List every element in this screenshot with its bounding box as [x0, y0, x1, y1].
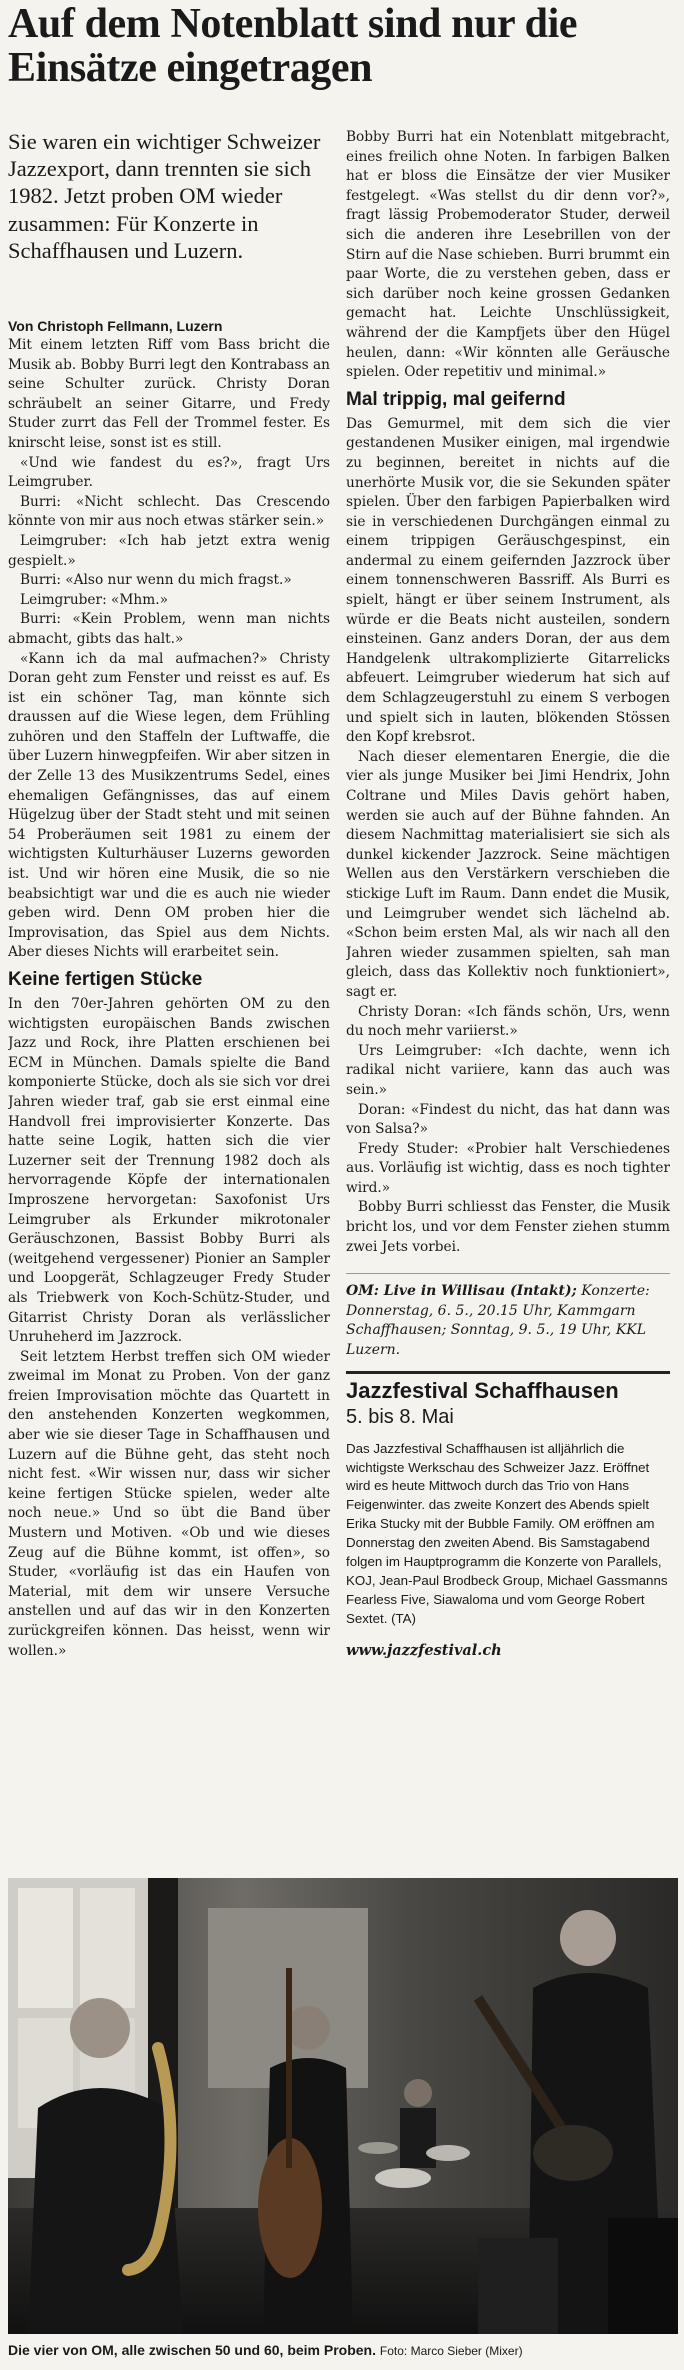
- paragraph: Christy Doran: «Ich fänds schön, Urs, wenn du noch mehr variierst.»: [346, 1003, 670, 1040]
- paragraph: Burri: «Also nur wenn du mich fragst.»: [20, 572, 292, 589]
- paragraph: Leimgruber: «Ich hab jetzt extra wenig gespielt.»: [8, 532, 330, 569]
- paragraph: «Und wie fandest du es?», fragt Urs Leimgruber.: [8, 454, 330, 491]
- festival-dates: 5. bis 8. Mai: [346, 1405, 454, 1428]
- paragraph: In den 70er-Jahren gehörten OM zu den wichtigsten europäischen Bands zwischen Jazz und Rock, ihre Platten erschienen bei ECM in München. Damals spielte die Band komponierte Stücke, doch als sie sich vor drei Jahren wieder traf, gab sie erst einmal eine Handvoll frei improvisierter Konzerte. Das hatte seine Logik, hatten sich die vier Luzerner seit der Trennung 1982 doch als hervorragende Köpfe der internationalen Improszene hervorgetan: Saxofonist Urs Leimgruber als Erkunder mikrotonaler Geräuschzonen, Bassist Bobby Burri als (weitgehend vergessener) Pionier an Sampler und Loopgerät, Schlagzeuger Fredy Studer als Triebwerk von Koch-Schütz-Studer, und Gitarrist Christy Doran als verlässlicher Unruheherd im Jazzrock.: [8, 996, 330, 1346]
- festival-text: Das Jazzfestival Schaffhausen ist alljährlich die wichtigste Werkschau des Schweizer Jazz. Eröffnet wird es heute Mittwoch durch das Trio von Hans Feigenwinter. das zweite Konzert des Abends spielt Erika Stucky mit der Bubble Family. OM eröffnen am Donnerstag den zweiten Abend. Bis Samstagabend folgen im Hauptprogramm die Konzerte von Parallels, KOJ, Jean-Paul Brodbeck Group, Michael Gassmanns Fearless Five, Siawaloma und vom George Robert Sextet. (TA): [346, 1440, 668, 1626]
- byline: Von Christoph Fellmann, Luzern: [8, 318, 223, 334]
- paragraph: Bobby Burri schliesst das Fenster, die Musik bricht los, und vor dem Fenster ziehen stumm zwei Jets vorbei.: [346, 1199, 670, 1255]
- paragraph: Doran: «Findest du nicht, das hat dann was von Salsa?»: [346, 1101, 670, 1138]
- paragraph: Seit letztem Herbst treffen sich OM wieder zweimal im Monat zu Proben. Von der ganz freien Improvisation möchte das Quartett in den anstehenden Konzerten wegkommen, aber wie sie dieser Tage in Schaffhausen und Luzern auf die Bühne geht, das steht noch nicht fest. «Wir wissen nur, dass wir sicher keine fertigen Stücke spielen, weder alte noch neue.» Und so übt die Band über Mustern und Motiven. «Ob und wie dieses Zeug auf die Bühne kommt, ist offen», so Studer, «vorläufig ist das ein Haufen von Material, mit dem wir unsere Versuche anstellen und auf das wir in den Konzerten zurückgreifen können. Das heisst, wenn wir wollen.»: [8, 1348, 330, 1659]
- concert-info-lead: OM: Live in Willisau (Intakt);: [346, 1283, 577, 1300]
- paragraph: Urs Leimgruber: «Ich dachte, wenn ich radikal nicht variiere, kann das auch was sein.»: [346, 1042, 670, 1098]
- festival-box: [346, 1371, 670, 1661]
- paragraph: Bobby Burri hat ein Notenblatt mitgebracht, eines freilich ohne Noten. In farbigen Balken hat er bloss die Einsätze der vier Musiker festgelegt. «Was stellst du dir denn vor?», fragt lässig Probemoderator Studer, derweil sich die anderen ihre Lesebrillen von der Stirn auf die Nase schieben. Burri brummt ein paar Worte, die zu verstehen geben, dass er sich darüber noch keine grossen Gedanken gemacht hat. Leichte Unschlüssigkeit, während der die Kampfjets über den Hügel heulen, dann: «Wir könnten alle Geräusche spielen. Oder repetitiv und minimal.»: [346, 129, 670, 381]
- paragraph: Das Gemurmel, mit dem sich die vier gestandenen Musiker einigen, mal irgendwie zu beginnen, bereitet in nichts auf die unerhörte Musik vor, die sie Sekunden später spielen. Über den farbigen Papierbalken wird sie in verschiedenen Durchgängen einmal zu einem trippigen Geräuschgespinst, ein andermal zu einem geifernden Jazzrock über einem tonnenschweren Bassriff. Als Burri es spielt, hängt er über seinem Instrument, als würde er die Beats nicht austeilen, sondern einsteinen. Ganz anders Doran, der aus dem Handgelenk ultrakomplizierte Gitarrelicks abfeuert. Leimgruber wiederum hat sich auf dem Schlagzeugerstuhl zu einem S verbogen und spielt sich in lauten, blökenden Stössen den Kopf krebsrot.: [346, 415, 670, 746]
- article-column-left: [8, 316, 330, 1861]
- band-photo: [8, 1878, 678, 2334]
- photo-caption: [8, 2338, 678, 2363]
- concert-info-text: Konzerte: Donnerstag, 6. 5., 20.15 Uhr, Kammgarn Schaffhausen; Sonntag, 9. 5., 19 Uhr, KKL Luzern.: [346, 1283, 650, 1359]
- headline: Auf dem Notenblatt sind nur die Einsätze eingetragen: [8, 1, 578, 91]
- photo-credit: Foto: Marco Sieber (Mixer): [379, 2344, 523, 2358]
- concert-info: [346, 1273, 670, 1360]
- lead-paragraph: Sie waren ein wichtiger Schweizer Jazzexport, dann trennten sie sich 1982. Jetzt proben OM wieder zusammen: Für Konzerte in Schaffhausen und Luzern.: [8, 129, 321, 263]
- paragraph: Fredy Studer: «Probier halt Verschiedenes aus. Vorläufig ist wichtig, dass es noch tighter wird.»: [346, 1140, 670, 1196]
- subheading: Mal trippig, mal geifernd: [346, 388, 566, 410]
- caption-text: Die vier von OM, alle zwischen 50 und 60, beim Proben.: [8, 2342, 376, 2358]
- paragraph: «Kann ich da mal aufmachen?» Christy Doran geht zum Fenster und reisst es auf. Es ist ein schöner Tag, man könnte sich draussen auf die Wiese legen, dem Frühling zuhören und den Staffeln der Luftwaffe, die über Luzern hinwegpfeifen. Wir aber sitzen in der Zelle 13 des Musikzentrums Sedel, eines ehemaligen Gefängnisses, das auf einem Hügelzug über der Stadt steht und mit seinen 54 Proberäumen seit 1981 zu einem der wichtigsten Kulturhäuser Luzerns geworden ist. Und wir hören eine Musik, die so nie beabsichtigt war und die es auch nie wieder geben wird. Denn OM proben hier die Improvisation, das Spiel aus dem Nichts. Aber dieses Nichts will erarbeitet sein.: [8, 650, 330, 961]
- article-column-right: [346, 128, 670, 1870]
- paragraph: Mit einem letzten Riff vom Bass bricht die Musik ab. Bobby Burri legt den Kontrabass an seine Schulter zurück. Christy Doran schräubelt an seiner Gitarre, und Fredy Studer zurrt das Fell der Trommel fester. Es knirscht leise, sonst ist es still.: [8, 337, 330, 451]
- festival-url[interactable]: www.jazzfestival.ch: [346, 1641, 502, 1659]
- band-photo-illustration: [8, 1878, 678, 2334]
- festival-title: Jazzfestival Schaffhausen: [346, 1377, 619, 1403]
- paragraph: Burri: «Nicht schlecht. Das Crescendo könnte von mir aus noch etwas stärker sein.»: [8, 493, 330, 530]
- paragraph: Nach dieser elementaren Energie, die die vier als junge Musiker bei Jimi Hendrix, John Coltrane und Miles Davis gehört haben, werden sie auch auf der Bühne fahnden. An diesem Nachmittag materialisiert sie sich als dunkel kickender Jazzrock. Seine mächtigen Wellen aus den Verstärkern verschieben die stickige Luft im Raum. Dann endet die Musik, und Leimgruber wendet sich lächelnd ab. «Schon beim ersten Mal, als wir nach all den Jahren wieder zusammen spielten, sah man gleich, dass das Kollektiv noch funktioniert», sagt er.: [346, 748, 670, 1000]
- paragraph: Leimgruber: «Mhm.»: [20, 591, 168, 608]
- paragraph: Burri: «Kein Problem, wenn man nichts abmacht, gibts das halt.»: [8, 611, 330, 647]
- subheading: Keine fertigen Stücke: [8, 969, 203, 990]
